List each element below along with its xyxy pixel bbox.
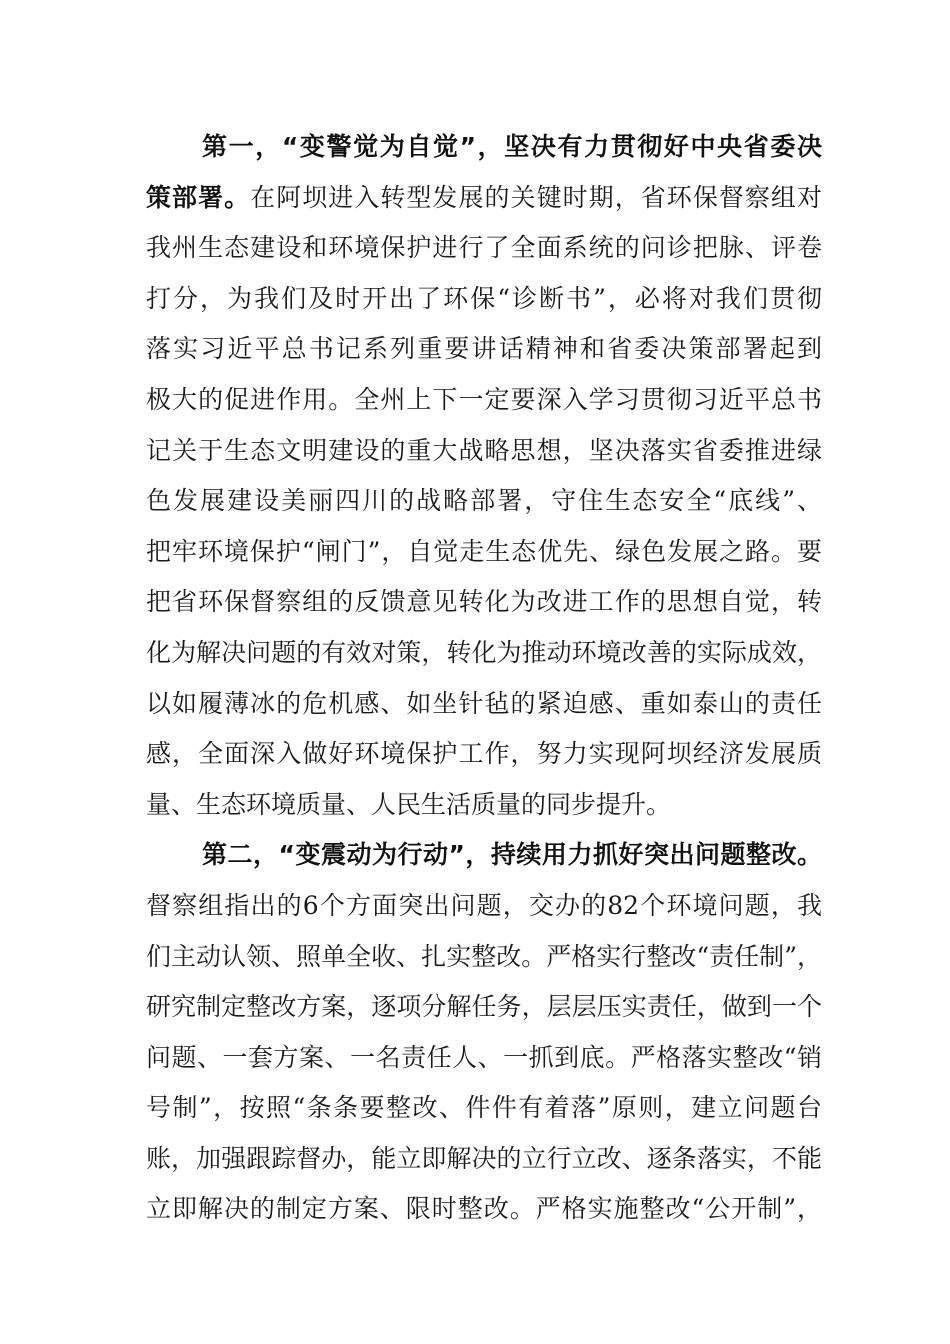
paragraph-2	[146, 830, 822, 1235]
line-text: 以如履薄冰的危机感、如坐针毡的紧迫感、重如泰山的责任	[146, 688, 822, 718]
line-text: 记关于生态文明建设的重大战略思想，坚决落实省委推进绿	[146, 435, 822, 465]
line-text: 把牢环境保护“闸门”，自觉走生态优先、绿色发展之路。要	[146, 536, 822, 566]
line-text: 我州生态建设和环境保护进行了全面系统的问诊把脉、评卷	[146, 233, 822, 263]
line-text: 研究制定整改方案，逐项分解任务，层层压实责任，做到一个	[146, 992, 822, 1022]
paragraph-line	[146, 1033, 822, 1084]
paragraph-line	[146, 780, 822, 831]
line-text: 账，加强跟踪督办，能立即解决的立行立改、逐条落实，不能	[146, 1143, 822, 1173]
bold-heading: 第一，“变警觉为自觉”，坚决有力贯彻好中央省委决	[202, 132, 822, 161]
paragraph-line	[146, 932, 822, 983]
line-text: 们主动认领、照单全收、扎实整改。严格实行整改“责任制”，	[146, 941, 822, 971]
line-text: 色发展建设美丽四川的战略部署，守住生态安全“底线”、	[146, 486, 822, 516]
line-text: 督察组指出的6个方面突出问题，交办的82个环境问题，我	[146, 890, 822, 920]
paragraph-1	[146, 122, 822, 830]
paragraph-line	[146, 1134, 822, 1185]
paragraph-line	[146, 426, 822, 477]
paragraph-line	[146, 223, 822, 274]
line-text: 立即解决的制定方案、限时整改。严格实施整改“公开制”，	[146, 1194, 822, 1224]
paragraph-line	[146, 830, 822, 881]
paragraph-line	[146, 729, 822, 780]
paragraph-line	[146, 1184, 822, 1235]
bold-heading: 第二，“变震动为行动”，持续用力抓好突出问题整改。	[202, 840, 822, 870]
paragraph-line	[146, 628, 822, 679]
line-text: 在阿坝进入转型发展的关键时期，省环保督察组对	[250, 182, 822, 212]
paragraph-line	[146, 324, 822, 375]
paragraph-line	[146, 982, 822, 1033]
line-text: 号制”，按照“条条要整改、件件有着落”原则，建立问题台	[146, 1093, 822, 1123]
line-text: 落实习近平总书记系列重要讲话精神和省委决策部署起到	[146, 334, 822, 364]
line-text: 感，全面深入做好环境保护工作，努力实现阿坝经济发展质	[146, 739, 822, 769]
paragraph-line	[146, 679, 822, 730]
paragraph-line	[146, 577, 822, 628]
paragraph-line	[146, 375, 822, 426]
bold-heading: 策部署。	[146, 182, 251, 212]
paragraph-line	[146, 881, 822, 932]
line-text: 量、生态环境质量、人民生活质量的同步提升。	[146, 789, 672, 819]
line-text: 极大的促进作用。全州上下一定要深入学习贯彻习近平总书	[146, 384, 822, 414]
paragraph-line	[146, 527, 822, 578]
paragraph-line	[146, 122, 822, 173]
paragraph-line	[146, 476, 822, 527]
paragraph-line	[146, 1083, 822, 1134]
line-text: 把省环保督察组的反馈意见转化为改进工作的思想自觉，转	[146, 587, 822, 617]
line-text: 化为解决问题的有效对策，转化为推动环境改善的实际成效，	[146, 637, 822, 667]
line-text: 问题、一套方案、一名责任人、一抓到底。严格落实整改“销	[146, 1042, 822, 1072]
paragraph-line	[146, 173, 822, 224]
line-text: 打分，为我们及时开出了环保“诊断书”，必将对我们贯彻	[146, 283, 822, 313]
paragraph-line	[146, 274, 822, 325]
document-body	[146, 122, 822, 1235]
